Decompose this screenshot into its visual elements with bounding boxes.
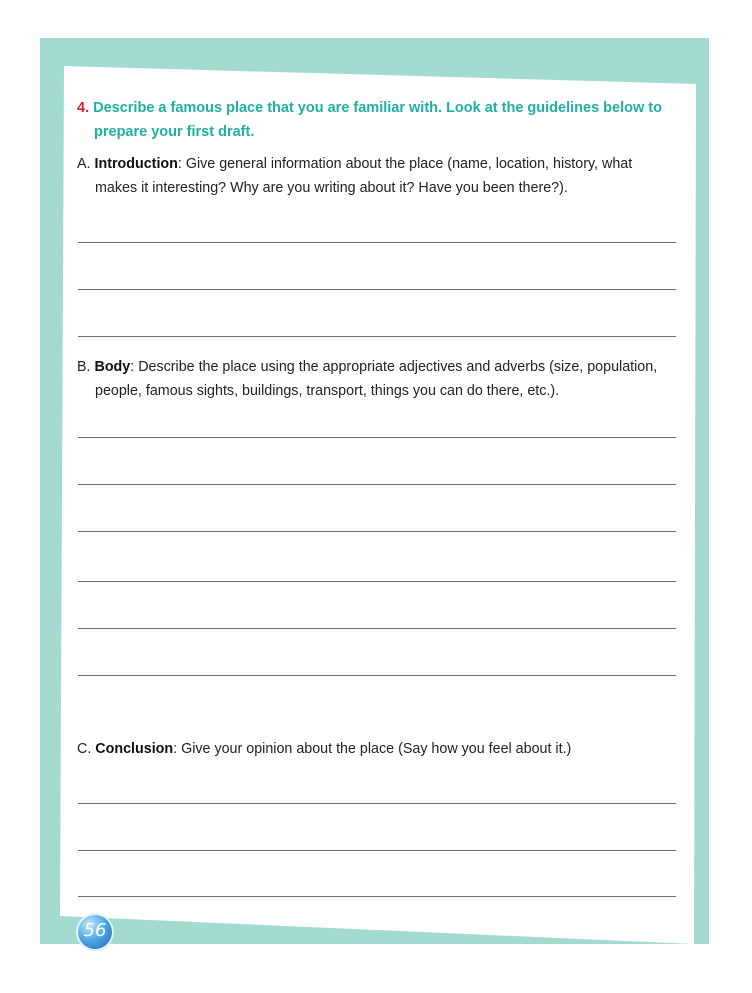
section-letter: A. [77,156,91,172]
page-number: 56 [83,920,107,941]
section-text-line1: : Describe the place using the appropriate adjectives and adverbs (size, population, [130,359,658,375]
writing-line[interactable] [78,484,676,485]
writing-line[interactable] [78,628,676,629]
writing-line[interactable] [78,850,676,851]
writing-line[interactable] [78,896,676,897]
section-text-line2: makes it interesting? Why are you writing about it? Have you been there?). [95,180,568,196]
page-number-badge [76,913,114,951]
writing-line[interactable] [78,803,676,804]
section-heading: Conclusion [95,741,174,757]
section-text-line2: people, famous sights, buildings, transport, things you can do there, etc.). [95,383,560,399]
section-text-line1: : Give general information about the place (name, location, history, what [177,156,633,172]
writing-line[interactable] [78,289,676,290]
writing-line[interactable] [78,675,676,676]
section-heading: Body [94,359,131,375]
writing-line[interactable] [78,336,676,337]
task-text-line1: Describe a famous place that you are familiar with. Look at the guidelines below to [89,100,662,116]
task-text-line2: prepare your first draft. [94,124,255,140]
section-letter: C. [77,741,92,757]
section-heading: Introduction [94,156,178,172]
writing-line[interactable] [78,437,676,438]
section-text-line1: : Give your opinion about the place (Say how you feel about it.) [173,741,572,757]
writing-line[interactable] [78,581,676,582]
writing-line[interactable] [78,531,676,532]
section-introduction [77,152,676,200]
writing-line[interactable] [78,242,676,243]
section-body [77,355,676,403]
section-letter: B. [77,359,91,375]
section-conclusion [77,737,676,761]
task-instruction [77,96,687,144]
task-number: 4. [77,100,90,116]
